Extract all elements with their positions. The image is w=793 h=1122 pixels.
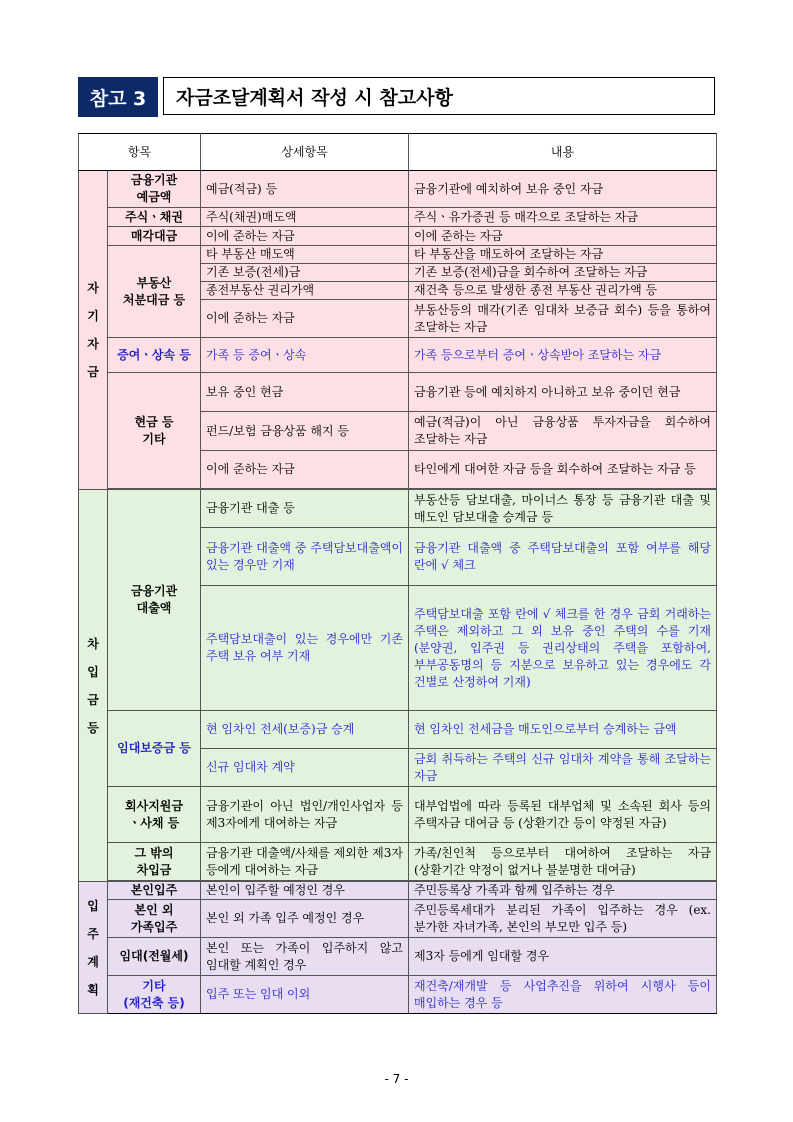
content-cell: 부동산등의 매각(기존 임대차 보증금 회수) 등을 통하여 조달하는 자금	[409, 300, 717, 338]
category-rent: 임대(전월세)	[108, 938, 201, 976]
category-other-loan: 그 밖의 차입금	[108, 843, 201, 881]
detail-cell: 기존 보증(전세)금	[201, 264, 409, 282]
category-family-move-in: 본인 외 가족입주	[108, 900, 201, 938]
table-row	[79, 787, 717, 843]
page-number: - 7 -	[384, 1072, 409, 1086]
content-cell: 대부업법에 따라 등록된 대부업체 및 소속된 회사 등의 주택자금 대여금 등 (상환기간 등이 약정된 자금)	[409, 787, 717, 843]
table-row	[79, 976, 717, 1014]
section-plan-label: 입 주 계 획	[79, 882, 108, 1014]
content-cell: 금회 취득하는 주택의 신규 임대차 계약을 통해 조달하는 자금	[409, 749, 717, 787]
table-row	[79, 246, 717, 264]
content-cell: 재건축/재개발 등 사업추진을 위하여 시행사 등이 매입하는 경우 등	[409, 976, 717, 1014]
table-row	[79, 900, 717, 938]
section-loan-label: 차 입 금 등	[79, 490, 108, 882]
content-cell: 가족/친인척 등으로부터 대여하여 조달하는 자금 (상환기간 약정이 없거나 불분명한 대여금)	[409, 843, 717, 881]
detail-cell: 금융기관 대출액 중 주택담보대출액이 있는 경우만 기재	[201, 528, 409, 586]
category-self-move-in: 본인입주	[108, 882, 201, 900]
category-stock: 주식ㆍ채권	[108, 208, 201, 227]
reference-table	[78, 133, 717, 1014]
content-cell: 금융기관 등에 예치하지 아니하고 보유 중이던 현금	[409, 373, 717, 412]
table-row	[79, 938, 717, 976]
header-item: 항목	[79, 134, 201, 171]
detail-cell: 본인이 입주할 예정인 경우	[201, 882, 409, 900]
content-cell: 가족 등으로부터 증여ㆍ상속받아 조달하는 자금	[409, 338, 717, 373]
header-content: 내용	[409, 134, 717, 171]
content-cell: 타 부동산을 매도하여 조달하는 자금	[409, 246, 717, 264]
table-header-row	[79, 134, 717, 171]
table-row	[79, 208, 717, 227]
content-cell: 타인에게 대여한 자금 등을 회수하여 조달하는 자금 등	[409, 451, 717, 489]
section-tag: 참고 3	[78, 77, 158, 117]
page-title: 자금조달계획서 작성 시 참고사항	[163, 77, 715, 115]
detail-cell: 펀드/보험 금융상품 해지 등	[201, 412, 409, 451]
table-row	[79, 490, 717, 528]
category-plan-other: 기타 (재건축 등)	[108, 976, 201, 1014]
table-row	[79, 373, 717, 412]
content-cell: 금융기관에 예치하여 보유 중인 자금	[409, 171, 717, 208]
detail-cell: 주식(채권)매도액	[201, 208, 409, 227]
content-cell: 기존 보증(전세)금을 회수하여 조달하는 자금	[409, 264, 717, 282]
content-cell: 제3자 등에게 임대할 경우	[409, 938, 717, 976]
header-detail: 상세항목	[201, 134, 409, 171]
detail-cell: 타 부동산 매도액	[201, 246, 409, 264]
category-company: 회사지원금 ㆍ사채 등	[108, 787, 201, 843]
category-realestate: 부동산 처분대금 등	[108, 246, 201, 338]
content-cell: 예금(적금)이 아닌 금융상품 투자자금을 회수하여 조달하는 자금	[409, 412, 717, 451]
category-gift: 증여ㆍ상속 등	[108, 338, 201, 373]
detail-cell: 이에 준하는 자금	[201, 300, 409, 338]
table-row	[79, 338, 717, 373]
detail-cell: 금융기관 대출 등	[201, 490, 409, 528]
table-row	[79, 711, 717, 749]
content-cell: 재건축 등으로 발생한 종전 부동산 권리가액 등	[409, 282, 717, 300]
detail-cell: 가족 등 증여ㆍ상속	[201, 338, 409, 373]
category-stock-2: 매각대금	[108, 227, 201, 246]
detail-cell: 금융기관이 아닌 법인/개인사업자 등 제3자에게 대여하는 자금	[201, 787, 409, 843]
detail-cell: 신규 임대차 계약	[201, 749, 409, 787]
detail-cell: 본인 외 가족 입주 예정인 경우	[201, 900, 409, 938]
section-own-label: 자 기 자 금	[79, 171, 108, 490]
detail-cell: 입주 또는 임대 이외	[201, 976, 409, 1014]
content-cell: 주식ㆍ유가증권 등 매각으로 조달하는 자금	[409, 208, 717, 227]
detail-cell: 금융기관 대출액/사채를 제외한 제3자 등에게 대여하는 자금	[201, 843, 409, 881]
detail-cell: 이에 준하는 자금	[201, 451, 409, 489]
table-row	[79, 227, 717, 246]
detail-cell: 이에 준하는 자금	[201, 227, 409, 246]
table-row	[79, 843, 717, 881]
content-cell: 주민등록세대가 분리된 가족이 입주하는 경우 (ex. 분가한 자녀가족, 본인의 부모만 입주 등)	[409, 900, 717, 938]
detail-cell: 보유 중인 현금	[201, 373, 409, 412]
category-deposit: 금융기관 예금액	[108, 171, 201, 208]
detail-cell: 현 임차인 전세(보증)금 승계	[201, 711, 409, 749]
content-cell: 주민등록상 가족과 함께 입주하는 경우	[409, 882, 717, 900]
category-cash: 현금 등 기타	[108, 373, 201, 489]
table-row	[79, 882, 717, 900]
detail-cell: 예금(적금) 등	[201, 171, 409, 208]
content-cell: 현 임차인 전세금을 매도인으로부터 승계하는 금액	[409, 711, 717, 749]
table-row	[79, 171, 717, 208]
category-bank-loan: 금융기관 대출액	[108, 490, 201, 711]
content-cell: 주택담보대출 포함 란에 √ 체크를 한 경우 금회 거래하는 주택은 제외하고 그 외 보유 중인 주택의 수를 기재 (분양권, 입주권 등 권리상태의 주택을 포함하여, 부부공동명의 등 지분으로 보유하고 있는 경우에도 각 건별로 산정하여 기재)	[409, 586, 717, 711]
category-lease-deposit: 임대보증금 등	[108, 711, 201, 787]
content-cell: 금융기관 대출액 중 주택담보대출의 포함 여부를 해당 란에 √ 체크	[409, 528, 717, 586]
content-cell: 부동산등 담보대출, 마이너스 통장 등 금융기관 대출 및 매도인 담보대출 승계금 등	[409, 490, 717, 528]
detail-cell: 본인 또는 가족이 입주하지 않고 임대할 계획인 경우	[201, 938, 409, 976]
content-cell: 이에 준하는 자금	[409, 227, 717, 246]
detail-cell: 주택담보대출이 있는 경우에만 기존 주택 보유 여부 기재	[201, 586, 409, 711]
detail-cell: 종전부동산 권리가액	[201, 282, 409, 300]
